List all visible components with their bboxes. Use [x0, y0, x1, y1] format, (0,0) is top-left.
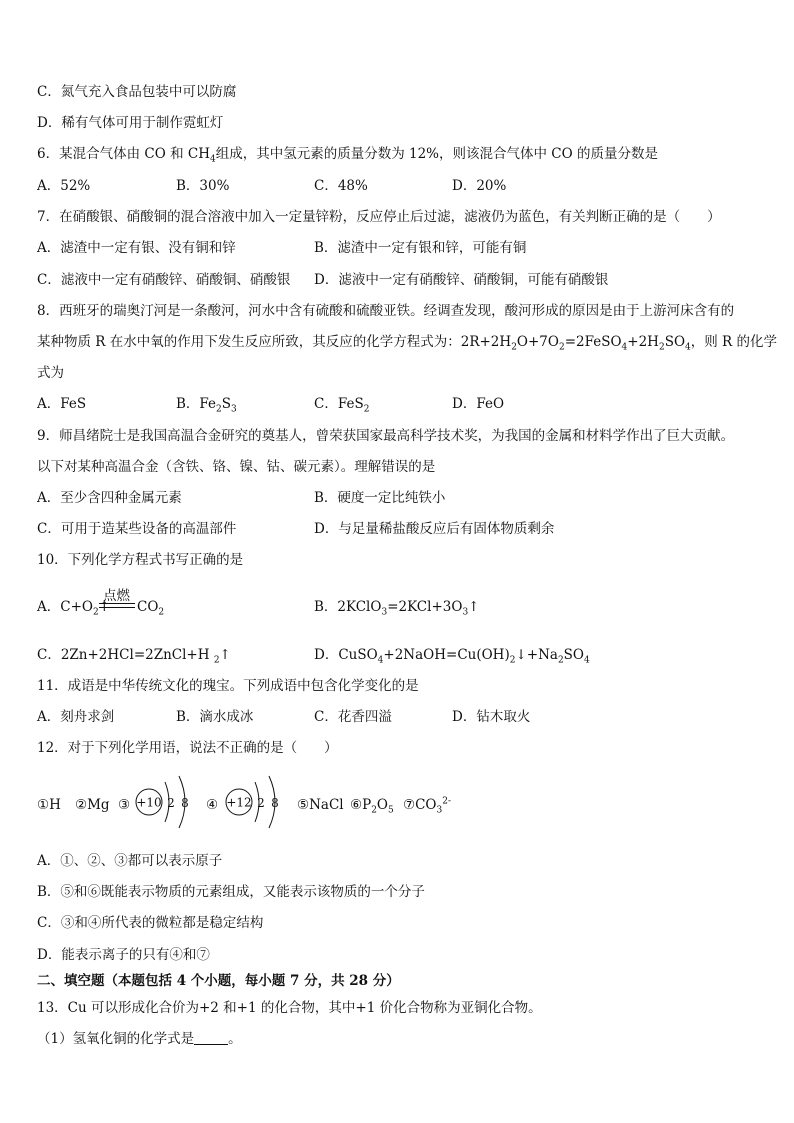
q10-stem: 10．下列化学方程式书写正确的是: [37, 552, 244, 568]
q6-option-b: B．30%: [176, 178, 230, 194]
q8-stem-line2: 某种物质 R 在水中氧的作用下发生反应所致，其反应的化学方程式为：$2R+2H_2O+7O_2=2FeSO_4+2H_2SO_4$，则 R 的化学: [37, 334, 778, 353]
q12-option-c: C．③和④所代表的微粒都是稳定结构: [37, 915, 264, 931]
q6-option-c: C．48%: [314, 178, 368, 194]
q11-option-b: B．滴水成冰: [176, 709, 254, 725]
q10-option-d: D．$CuSO_4+2NaOH=Cu(OH)_2↓+Na_2SO_4$: [314, 647, 590, 666]
q11-option-a: A．刻舟求剑: [37, 709, 115, 725]
atom3-shell2-electrons: 8: [181, 796, 189, 810]
q9-option-c: C．可用于造某些设备的高温部件: [37, 521, 237, 537]
q9-stem-line1: 9．师昌绪院士是我国高温合金研究的奠基人，曾荣获国家最高科学技术奖，为我国的金属和材料学作出了巨大贡献。: [37, 428, 735, 444]
q7-stem: 7．在硝酸银、硝酸铜的混合溶液中加入一定量锌粉，反应停止后过滤，滤液仍为蓝色，有关判断正确的是（ ）: [37, 209, 721, 225]
q7-option-a: A．滤渣中一定有银、没有铜和锌: [37, 240, 236, 256]
q8-stem-line3: 式为: [37, 365, 64, 381]
reaction-condition: 点燃: [103, 588, 130, 604]
symbol-1-hydrogen: ①H: [37, 797, 61, 813]
q5-option-d: D．稀有气体可用于制作霓虹灯: [37, 115, 224, 131]
q8-option-b: B．$Fe_2S_3$: [176, 396, 237, 415]
q7-option-b: B．滤渣中一定有银和锌，可能有铜: [314, 240, 527, 256]
q9-stem-line2: 以下对某种高温合金（含铁、铬、镍、钴、碳元素）。理解错误的是: [37, 459, 436, 475]
atom-structure-diagram-4: [223, 772, 283, 832]
q6-option-a: A．52%: [37, 178, 91, 194]
q8-option-a: A．FeS: [37, 396, 87, 412]
answer-blank[interactable]: [194, 1031, 228, 1045]
q9-option-d: D．与足量稀盐酸反应后有固体物质剩余: [314, 521, 555, 537]
q8-stem-line1: 8．西班牙的瑞奥汀河是一条酸河，河水中含有硫酸和硫酸亚铁。经调查发现，酸河形成的原因是由于上游河床含有的: [37, 303, 735, 319]
q8-option-c: C．FeS$_2$: [314, 396, 370, 415]
q12-option-d: D．能表示离子的只有④和⑦: [37, 947, 210, 963]
q12-stem: 12．对于下列化学用语，说法不正确的是（ ）: [37, 740, 338, 756]
q11-option-c: C．花香四溢: [314, 709, 392, 725]
symbol-3-label: ③: [118, 797, 131, 813]
symbol-2-magnesium: ②Mg: [75, 797, 110, 813]
q6-stem: 6．某混合气体由 CO 和 $CH_4$组成，其中氢元素的质量分数为 12%，则该混合气体中 CO 的质量分数是: [37, 146, 658, 165]
symbol-7-carbonate: $⑦CO_3^{2-}$: [403, 796, 452, 816]
section-2-heading: 二、填空题（本题包括 4 个小题，每小题 7 分，共 28 分）: [37, 973, 400, 989]
symbol-5-nacl: ⑤NaCl: [297, 797, 344, 813]
symbol-4-label: ④: [206, 797, 219, 813]
atom3-shell1-electrons: 2: [167, 796, 175, 810]
q7-option-d: D．滤液中一定有硝酸锌、硝酸铜，可能有硝酸银: [314, 272, 609, 288]
atom3-nucleus-charge: +10: [136, 795, 162, 810]
q11-stem: 11．成语是中华传统文化的瑰宝。下列成语中包含化学变化的是: [37, 678, 419, 694]
q10-option-a-left: A．$C+O_2↑$: [37, 599, 111, 618]
atom4-nucleus-charge: +12: [226, 795, 252, 810]
q10-option-b: B．$2KClO_3=2KCl+3O_3↑$: [314, 599, 480, 618]
q10-option-c: C．2Zn+2HCl=2ZnCl+H $_2$↑: [37, 647, 231, 666]
q13-stem: 13．Cu 可以形成化合价为+2 和+1 的化合物，其中+1 价化合物称为亚铜化合物。: [37, 1000, 542, 1016]
q5-option-c: C．氮气充入食品包装中可以防腐: [37, 84, 237, 100]
q7-option-c: C．滤液中一定有硝酸锌、硝酸铜、硝酸银: [37, 272, 291, 288]
q8-option-d: D．FeO: [452, 396, 505, 412]
q9-option-a: A．至少含四种金属元素: [37, 490, 182, 506]
symbol-6-p2o5: $⑥P_2O_5$: [350, 797, 394, 816]
atom4-shell1-electrons: 2: [257, 796, 265, 810]
q9-option-b: B．硬度一定比纯铁小: [314, 490, 446, 506]
atom4-shell2-electrons: 8: [271, 796, 279, 810]
q6-option-d: D．20%: [452, 178, 507, 194]
q12-option-a: A．①、②、③都可以表示原子: [37, 853, 223, 869]
q10-option-a: [37, 584, 197, 624]
q10-option-a-right: $CO_2$: [137, 599, 165, 618]
q13-part1: （1）氢氧化铜的化学式是 。: [37, 1031, 242, 1047]
atom-structure-diagram-3: [133, 772, 193, 832]
q12-option-b: B．⑤和⑥既能表示物质的元素组成，又能表示该物质的一个分子: [37, 884, 425, 900]
q11-option-d: D．钻木取火: [452, 709, 531, 725]
